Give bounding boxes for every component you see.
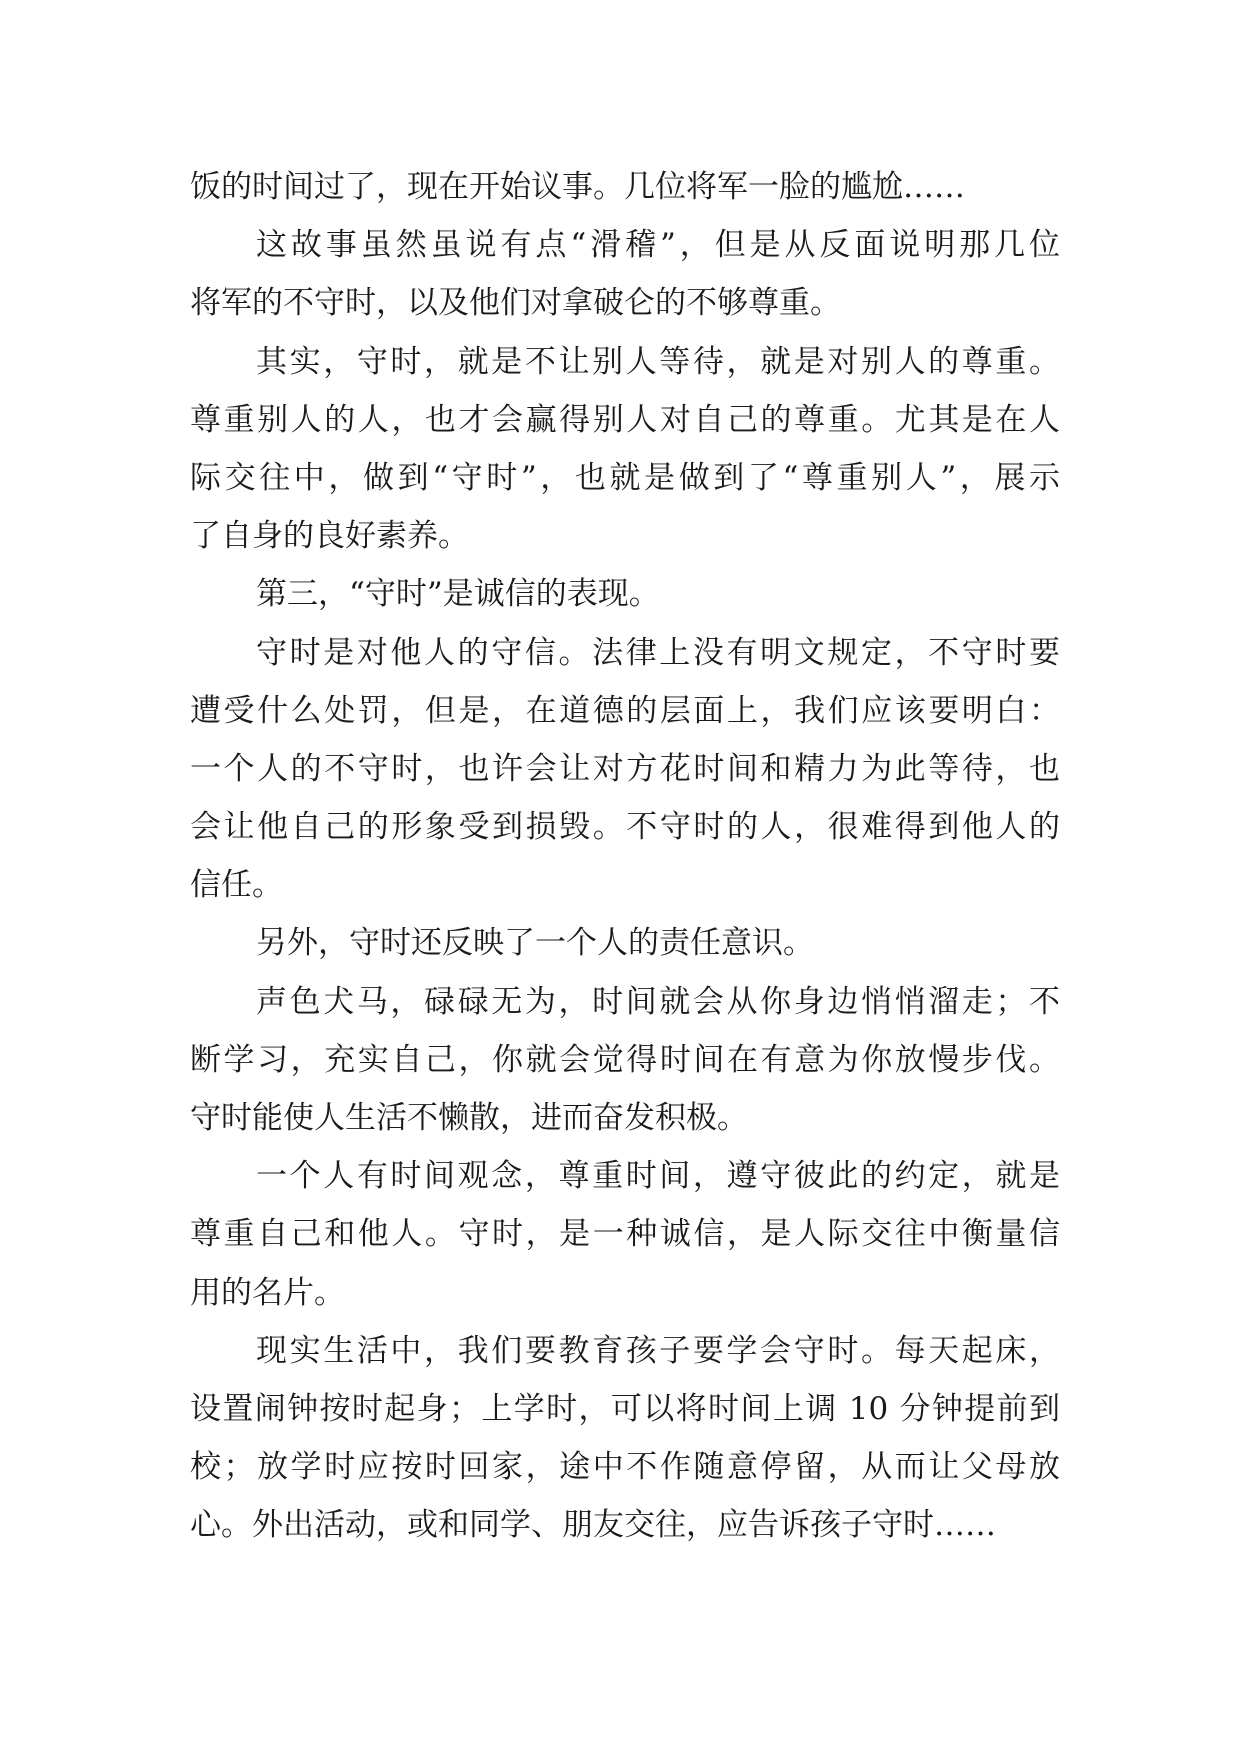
text-line: 信任。 (190, 867, 283, 904)
text-line: 守时是对他人的守信。法律上没有明文规定，不守时要 (256, 634, 1060, 671)
document-body (190, 158, 1060, 1555)
text-line: 遭受什么处罚，但是，在道德的层面上，我们应该要明白： (190, 692, 1060, 729)
text-line: 了自身的良好素养。 (190, 518, 469, 555)
text-line: 其实，守时，就是不让别人等待，就是对别人的尊重。 (256, 343, 1060, 380)
text-line: 校；放学时应按时回家，途中不作随意停留，从而让父母放 (190, 1449, 1060, 1486)
text-line: 断学习，充实自己，你就会觉得时间在有意为你放慢步伐。 (190, 1041, 1060, 1078)
text-line: 将军的不守时，以及他们对拿破仑的不够尊重。 (190, 285, 841, 322)
text-line: 饭的时间过了，现在开始议事。几位将军一脸的尴尬…… (190, 169, 965, 205)
text-line: 心。外出活动，或和同学、朋友交往，应告诉孩子守时…… (190, 1507, 996, 1544)
text-line: 另外，守时还反映了一个人的责任意识。 (256, 925, 814, 962)
text-line: 这故事虽然虽说有点“滑稽”，但是从反面说明那几位 (256, 227, 1060, 264)
text-line: 一个人有时间观念，尊重时间，遵守彼此的约定，就是 (256, 1158, 1060, 1195)
text-line: 声色犬马，碌碌无为，时间就会从你身边悄悄溜走；不 (256, 983, 1060, 1020)
text-line: 一个人的不守时，也许会让对方花时间和精力为此等待，也 (190, 750, 1060, 787)
text-line: 第三，“守时”是诚信的表现。 (256, 576, 660, 613)
text-line: 会让他自己的形象受到损毁。不守时的人，很难得到他人的 (190, 809, 1060, 846)
text-line: 尊重自己和他人。守时，是一种诚信，是人际交往中衡量信 (190, 1216, 1060, 1253)
text-line: 守时能使人生活不懒散，进而奋发积极。 (190, 1100, 748, 1136)
text-line: 现实生活中，我们要教育孩子要学会守时。每天起床， (256, 1332, 1060, 1369)
text-line: 设置闹钟按时起身；上学时，可以将时间上调 10 分钟提前到 (190, 1390, 1060, 1427)
text-line: 用的名片。 (190, 1274, 345, 1311)
text-line: 尊重别人的人，也才会赢得别人对自己的尊重。尤其是在人 (190, 401, 1060, 438)
text-line: 际交往中，做到“守时”，也就是做到了“尊重别人”，展示 (190, 459, 1060, 496)
